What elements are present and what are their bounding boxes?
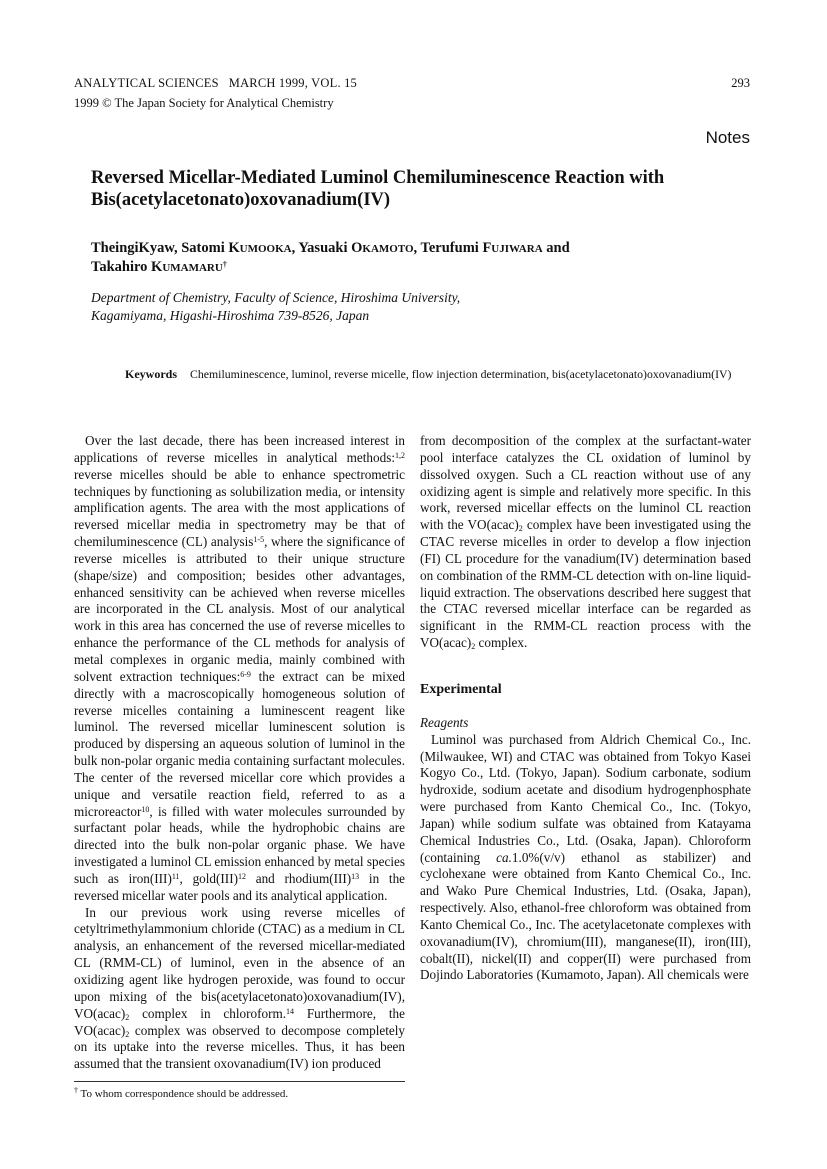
paragraph bbox=[74, 905, 405, 1073]
author-text: Takahiro bbox=[91, 259, 152, 275]
author-text: O bbox=[351, 240, 363, 256]
keywords-label: Keywords bbox=[125, 367, 177, 381]
text: , where the significance of reverse micelles is attributed to their unique structure (shape/size) and composition; besides other advantages, enhanced sensitivity can be achieved when reverse micelles are incorporated in the CL analysis. Most of our analytical work in this area has concerned the use of reverse micelles to enhance the performance of the CL methods for analysis of metal complexes in organic media, mainly combined with solvent extraction techniques: bbox=[74, 534, 405, 684]
text: , gold(III) bbox=[179, 870, 238, 886]
text: and rhodium(III) bbox=[246, 870, 352, 886]
text: from decomposition of the complex at the surfactant-water pool interface catalyzes the CL oxidation of luminol by dissolved oxygen. Such a CL reaction without use of any oxidizing agent is simple and relatively more specific. In this work, reversed micellar effects on the luminol CL reaction with the VO(acac) bbox=[420, 433, 751, 533]
affiliation-line-1: Department of Chemistry, Faculty of Science, Hiroshima University, bbox=[91, 290, 461, 305]
italic-text: ca. bbox=[496, 849, 512, 865]
affiliation-line-2: Kagamiyama, Higashi-Hiroshima 739-8526, Japan bbox=[91, 308, 370, 323]
journal-header: ANALYTICAL SCIENCES MARCH 1999, VOL. 15 bbox=[74, 76, 357, 90]
section-heading-experimental: Experimental bbox=[420, 681, 502, 697]
paragraph bbox=[420, 732, 751, 985]
text: In our previous work using reverse micelles of cetyltrimethylammonium chloride (CTAC) as a medium in CL analysis, an enhancement of the reversed micellar-mediated CL (RMM-CL) of luminol, even in the absence of an oxidizing agent like hydrogen peroxide, was found to occur upon mixing of the bis(acetylacetonato)oxovanadium(IV), VO(acac) bbox=[74, 904, 405, 1021]
author-text: K bbox=[228, 240, 240, 256]
text: 1.0%(v/v) ethanol as stabilizer) and cyclohexane were obtained from Kanto Chemical Co., Inc. and Wako Pure Chemical Industries, Ltd. (Osaka, Japan), respectively. Also, ethanol-free chloroform was obtained from Kanto Chemical Co., Inc. The acetylacetonate complexes with oxovanadium(IV), chromium(III), manganese(II), iron(III), cobalt(II), nickel(II) and copper(II) were purchased from Dojindo Laboratories (Kumamoto, Japan). All chemicals were bbox=[420, 849, 751, 983]
text: the extract can be mixed directly with a macroscopically homogeneous solution of reverse micelles containing a luminescent reagent like luminol. The reversed micellar luminescent solution is produced by dispersing an aqueous solution of luminol in the bulk non-polar organic media containing surfactant molecules. The center of the reversed micellar core which provides a unique and versatile reaction field, referred to as a microreactor bbox=[74, 668, 405, 819]
affiliation bbox=[91, 289, 741, 325]
author-text: K bbox=[151, 259, 163, 275]
ref: 1,2 bbox=[395, 450, 405, 460]
body-column-right bbox=[420, 433, 751, 1105]
corresponding-mark: † bbox=[222, 260, 227, 269]
ref: 10 bbox=[141, 804, 150, 814]
author-text: , Yasuaki bbox=[291, 240, 352, 256]
author-text: UMOOKA bbox=[239, 243, 292, 255]
copyright-line: 1999 © The Japan Society for Analytical Chemistry bbox=[74, 96, 334, 110]
text: complex was observed to decompose completely on its uptake into the reverse micelles. Thus, it has been assumed that the transient oxovanadium(IV) ion produced bbox=[74, 1022, 405, 1072]
subscript: 2 bbox=[471, 642, 476, 652]
article-title bbox=[91, 167, 741, 211]
text: , is filled with water molecules surrounded by surfactant polar heads, while the hydrophobic chains are directed into the bulk non-polar organic phase. We have investigated a luminol CL emission enhanced by metal species such as iron(III) bbox=[74, 803, 405, 886]
ref: 12 bbox=[238, 871, 246, 881]
section-label: Notes bbox=[705, 128, 750, 147]
subsection-heading-reagents: Reagents bbox=[420, 714, 469, 730]
text: complex have been investigated using the CTAC reverse micelles in order to develop a flow injection (FI) CL procedure for the vanadium(IV) determination based on combination of the RMM-CL detection with on-line liquid-liquid extraction. The observations described here suggest that the CTAC reversed micellar interface can be regarded as significant in the RMM-CL reaction process with the VO(acac) bbox=[420, 517, 751, 651]
title-line-2: Bis(acetylacetonato)oxovanadium(IV) bbox=[91, 190, 391, 210]
ref: 11 bbox=[171, 871, 180, 881]
title-line-1: Reversed Micellar-Mediated Luminol Chemiluminescence Reaction with bbox=[91, 168, 665, 188]
author-text: F bbox=[482, 240, 492, 256]
ref: 6-9 bbox=[240, 669, 251, 679]
author-text: TheingiKyaw, Satomi bbox=[91, 240, 229, 256]
subscript: 2 bbox=[518, 524, 523, 534]
author-text: and bbox=[542, 240, 570, 256]
author-text: KAMOTO bbox=[362, 243, 414, 255]
ref: 14 bbox=[286, 1006, 295, 1016]
author-list bbox=[91, 239, 741, 277]
footnote-rule bbox=[74, 1081, 405, 1082]
subscript: 2 bbox=[125, 1029, 130, 1039]
text: reverse micelles should be able to enhance spectrometric techniques by functioning as solubilization media, or intensity amplification agents. The area with the most applications of reversed micellar media in spectrometry may be that of chemiluminescence (CL) analysis bbox=[74, 466, 405, 550]
text: complex in chloroform. bbox=[129, 1005, 287, 1021]
paragraph bbox=[74, 433, 405, 905]
footnote-text: To whom correspondence should be addressed. bbox=[78, 1088, 289, 1100]
page-number: 293 bbox=[731, 76, 750, 90]
text: Luminol was purchased from Aldrich Chemical Co., Inc. (Milwaukee, WI) and CTAC was obtained from Tokyo Kasei Kogyo Co., Ltd. (Tokyo, Japan). Sodium carbonate, sodium hydroxide, sodium acetate and disodium hydrogenphosphate were purchased from Kanto Chemical Co., Inc. (Tokyo, Japan) while sodium sulfate was obtained from Katayama Chemical Industries Co., Ltd. (Osaka, Japan). Chloroform (containing bbox=[420, 731, 751, 865]
paragraph bbox=[420, 433, 751, 652]
text: Over the last decade, there has been increased interest in applications of reverse micelles in analytical methods: bbox=[74, 433, 405, 465]
footnote bbox=[74, 1088, 288, 1100]
ref: 1-5 bbox=[253, 535, 265, 545]
body-column-left bbox=[74, 433, 405, 1077]
subscript: 2 bbox=[125, 1012, 130, 1022]
author-text: , Terufumi bbox=[413, 240, 483, 256]
footnote-mark: † bbox=[74, 1086, 78, 1095]
keywords-text: Chemiluminescence, luminol, reverse micelle, flow injection determination, bis(acetylacetonato)oxovanadium(IV) bbox=[190, 367, 732, 381]
ref: 13 bbox=[351, 871, 360, 881]
author-text: UJIWARA bbox=[491, 243, 543, 255]
author-text: UMAMARU bbox=[162, 262, 223, 274]
text: Furthermore, the VO(acac) bbox=[74, 1005, 405, 1038]
text: complex. bbox=[475, 635, 528, 651]
text: in the reversed micellar water pools and its analytical application. bbox=[74, 870, 405, 903]
